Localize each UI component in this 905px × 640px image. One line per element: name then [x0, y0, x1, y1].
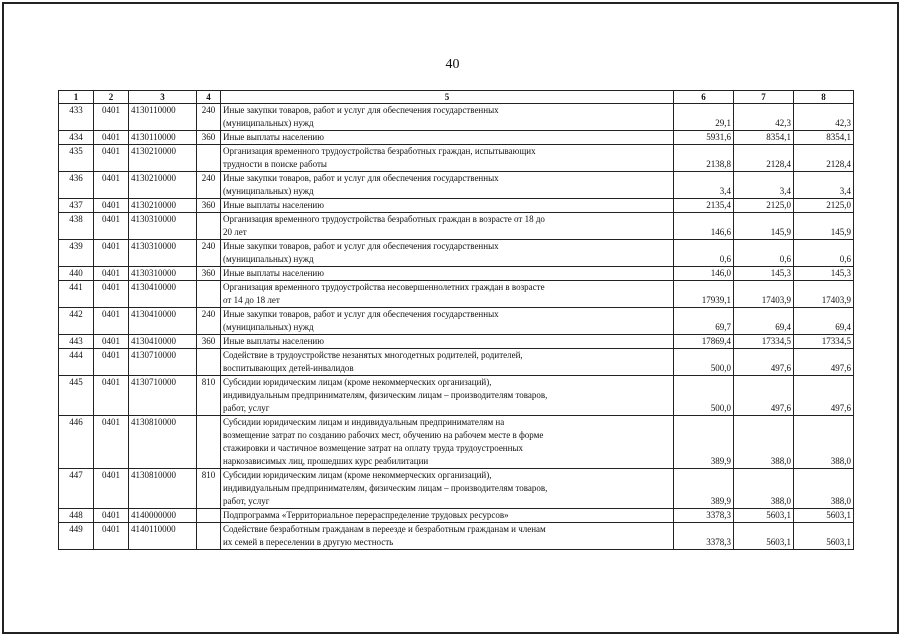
item-name-line: Иные закупки товаров, работ и услуг для обеспечения государственных	[223, 173, 499, 183]
table-row	[59, 281, 854, 308]
item-name	[221, 213, 674, 240]
item-name-line: Подпрограмма «Территориальное перераспределение трудовых ресурсов»	[223, 510, 509, 520]
target-article-code: 4130110000	[129, 104, 197, 131]
amount-col-6: 69,7	[674, 308, 734, 335]
table-row	[59, 199, 854, 213]
amount-col-8: 145,9	[794, 213, 854, 240]
target-article-code: 4130410000	[129, 335, 197, 349]
amount-col-6: 500,0	[674, 349, 734, 376]
item-name-line: Содействие безработным гражданам в переезде и безработным гражданам и членам	[223, 524, 546, 534]
row-number: 448	[59, 509, 94, 523]
expense-type-code	[197, 523, 221, 550]
item-name	[221, 349, 674, 376]
amount-col-6: 2138,8	[674, 145, 734, 172]
header-row	[59, 91, 854, 104]
item-name-line: Иные закупки товаров, работ и услуг для обеспечения государственных	[223, 105, 499, 115]
target-article-code: 4140110000	[129, 523, 197, 550]
item-name	[221, 416, 674, 469]
row-number: 441	[59, 281, 94, 308]
amount-col-6: 389,9	[674, 469, 734, 509]
item-name-line: Иные выплаты населению	[223, 200, 324, 210]
item-name-line: работ, услуг	[223, 496, 270, 506]
item-name-line: трудности в поиске работы	[223, 159, 327, 169]
item-name-line: Организация временного трудоустройства несовершеннолетних граждан в возрасте	[223, 282, 545, 292]
target-article-code: 4130310000	[129, 213, 197, 240]
section-code: 0401	[94, 376, 129, 416]
item-name-line: (муниципальных) нужд	[223, 186, 314, 196]
row-number: 436	[59, 172, 94, 199]
section-code: 0401	[94, 349, 129, 376]
amount-col-6: 500,0	[674, 376, 734, 416]
amount-col-7: 17403,9	[734, 281, 794, 308]
amount-col-6: 146,6	[674, 213, 734, 240]
header-col-1: 1	[59, 91, 94, 104]
table-row	[59, 131, 854, 145]
amount-col-8: 69,4	[794, 308, 854, 335]
item-name-line: от 14 до 18 лет	[223, 295, 280, 305]
row-number: 439	[59, 240, 94, 267]
table-row	[59, 509, 854, 523]
item-name-line: воспитывающих детей-инвалидов	[223, 363, 354, 373]
expense-type-code: 810	[197, 469, 221, 509]
row-number: 435	[59, 145, 94, 172]
item-name-line: индивидуальным предпринимателям, физическим лицам – производителям товаров,	[223, 390, 548, 400]
expense-type-code: 240	[197, 104, 221, 131]
amount-col-8: 145,3	[794, 267, 854, 281]
row-number: 434	[59, 131, 94, 145]
amount-col-7: 145,3	[734, 267, 794, 281]
expense-type-code: 240	[197, 240, 221, 267]
expense-type-code: 360	[197, 199, 221, 213]
header-col-8: 8	[794, 91, 854, 104]
item-name	[221, 172, 674, 199]
table-row	[59, 267, 854, 281]
row-number: 437	[59, 199, 94, 213]
item-name	[221, 509, 674, 523]
item-name-line: Иные выплаты населению	[223, 132, 324, 142]
section-code: 0401	[94, 469, 129, 509]
amount-col-7: 5603,1	[734, 523, 794, 550]
header-col-5: 5	[221, 91, 674, 104]
target-article-code: 4130710000	[129, 349, 197, 376]
amount-col-7: 17334,5	[734, 335, 794, 349]
amount-col-7: 5603,1	[734, 509, 794, 523]
row-number: 446	[59, 416, 94, 469]
item-name-line: Иные выплаты населению	[223, 268, 324, 278]
budget-table	[58, 90, 854, 550]
table-row	[59, 240, 854, 267]
table-row	[59, 104, 854, 131]
target-article-code: 4130210000	[129, 199, 197, 213]
item-name-line: 20 лет	[223, 227, 247, 237]
table-row	[59, 376, 854, 416]
section-code: 0401	[94, 281, 129, 308]
row-number: 445	[59, 376, 94, 416]
expense-type-code	[197, 213, 221, 240]
expense-type-code: 810	[197, 376, 221, 416]
row-number: 447	[59, 469, 94, 509]
expense-type-code: 360	[197, 335, 221, 349]
item-name	[221, 267, 674, 281]
row-number: 443	[59, 335, 94, 349]
header-col-7: 7	[734, 91, 794, 104]
item-name-line: наркозависимых лиц, прошедших курс реабилитации	[223, 456, 429, 466]
table-row	[59, 335, 854, 349]
section-code: 0401	[94, 104, 129, 131]
target-article-code: 4130310000	[129, 267, 197, 281]
item-name-line: Субсидии юридическим лицам (кроме некоммерческих организаций),	[223, 377, 492, 387]
expense-type-code	[197, 281, 221, 308]
section-code: 0401	[94, 416, 129, 469]
item-name-line: Организация временного трудоустройства безработных граждан в возрасте от 18 до	[223, 214, 545, 224]
section-code: 0401	[94, 145, 129, 172]
item-name	[221, 469, 674, 509]
item-name	[221, 104, 674, 131]
amount-col-8: 3,4	[794, 172, 854, 199]
amount-col-7: 388,0	[734, 416, 794, 469]
item-name	[221, 145, 674, 172]
table-row	[59, 213, 854, 240]
item-name-line: Организация временного трудоустройства безработных граждан, испытывающих	[223, 146, 536, 156]
amount-col-8: 497,6	[794, 376, 854, 416]
expense-type-code	[197, 145, 221, 172]
amount-col-8: 388,0	[794, 469, 854, 509]
amount-col-8: 0,6	[794, 240, 854, 267]
item-name-line: индивидуальным предпринимателям, физическим лицам – производителям товаров,	[223, 483, 548, 493]
target-article-code: 4130410000	[129, 281, 197, 308]
amount-col-7: 388,0	[734, 469, 794, 509]
item-name-line: (муниципальных) нужд	[223, 118, 314, 128]
row-number: 438	[59, 213, 94, 240]
amount-col-6: 146,0	[674, 267, 734, 281]
item-name	[221, 281, 674, 308]
amount-col-7: 2125,0	[734, 199, 794, 213]
item-name	[221, 199, 674, 213]
item-name-line: Субсидии юридическим лицам (кроме некоммерческих организаций),	[223, 470, 492, 480]
target-article-code: 4130110000	[129, 131, 197, 145]
item-name-line: Иные выплаты населению	[223, 336, 324, 346]
section-code: 0401	[94, 523, 129, 550]
item-name-line: Субсидии юридическим лицам и индивидуальным предпринимателям на	[223, 417, 505, 427]
section-code: 0401	[94, 199, 129, 213]
target-article-code: 4130210000	[129, 145, 197, 172]
amount-col-6: 17869,4	[674, 335, 734, 349]
amount-col-6: 5931,6	[674, 131, 734, 145]
amount-col-8: 5603,1	[794, 523, 854, 550]
row-number: 444	[59, 349, 94, 376]
amount-col-8: 42,3	[794, 104, 854, 131]
amount-col-8: 17403,9	[794, 281, 854, 308]
amount-col-6: 29,1	[674, 104, 734, 131]
item-name-line: (муниципальных) нужд	[223, 254, 314, 264]
amount-col-7: 497,6	[734, 376, 794, 416]
target-article-code: 4140000000	[129, 509, 197, 523]
amount-col-7: 69,4	[734, 308, 794, 335]
amount-col-6: 3,4	[674, 172, 734, 199]
amount-col-7: 3,4	[734, 172, 794, 199]
item-name-line: Иные закупки товаров, работ и услуг для обеспечения государственных	[223, 309, 499, 319]
item-name-line: их семей в переселении в другую местность	[223, 537, 394, 547]
amount-col-6: 2135,4	[674, 199, 734, 213]
amount-col-8: 2125,0	[794, 199, 854, 213]
expense-type-code	[197, 509, 221, 523]
item-name-line: работ, услуг	[223, 403, 270, 413]
amount-col-8: 388,0	[794, 416, 854, 469]
section-code: 0401	[94, 267, 129, 281]
amount-col-8: 17334,5	[794, 335, 854, 349]
amount-col-6: 17939,1	[674, 281, 734, 308]
amount-col-8: 497,6	[794, 349, 854, 376]
amount-col-6: 0,6	[674, 240, 734, 267]
amount-col-6: 3378,3	[674, 523, 734, 550]
item-name	[221, 308, 674, 335]
target-article-code: 4130410000	[129, 308, 197, 335]
amount-col-6: 389,9	[674, 416, 734, 469]
item-name-line: (муниципальных) нужд	[223, 322, 314, 332]
item-name	[221, 523, 674, 550]
expense-type-code: 240	[197, 308, 221, 335]
table-body	[59, 104, 854, 550]
section-code: 0401	[94, 308, 129, 335]
table-row	[59, 469, 854, 509]
amount-col-7: 497,6	[734, 349, 794, 376]
item-name	[221, 335, 674, 349]
target-article-code: 4130210000	[129, 172, 197, 199]
expense-type-code	[197, 416, 221, 469]
header-col-2: 2	[94, 91, 129, 104]
table-row	[59, 523, 854, 550]
expense-type-code: 360	[197, 131, 221, 145]
target-article-code: 4130810000	[129, 416, 197, 469]
expense-type-code	[197, 349, 221, 376]
row-number: 440	[59, 267, 94, 281]
item-name-line: стажировки и частичное возмещение затрат на оплату труда трудоустроенных	[223, 443, 523, 453]
section-code: 0401	[94, 240, 129, 267]
row-number: 442	[59, 308, 94, 335]
amount-col-7: 42,3	[734, 104, 794, 131]
row-number: 449	[59, 523, 94, 550]
section-code: 0401	[94, 509, 129, 523]
target-article-code: 4130810000	[129, 469, 197, 509]
item-name-line: Содействие в трудоустройстве незанятых многодетных родителей, родителей,	[223, 350, 523, 360]
amount-col-8: 8354,1	[794, 131, 854, 145]
expense-type-code: 240	[197, 172, 221, 199]
section-code: 0401	[94, 131, 129, 145]
amount-col-7: 145,9	[734, 213, 794, 240]
target-article-code: 4130310000	[129, 240, 197, 267]
item-name	[221, 131, 674, 145]
item-name	[221, 376, 674, 416]
table-row	[59, 172, 854, 199]
section-code: 0401	[94, 335, 129, 349]
header-col-4: 4	[197, 91, 221, 104]
amount-col-8: 5603,1	[794, 509, 854, 523]
expense-type-code: 360	[197, 267, 221, 281]
amount-col-8: 2128,4	[794, 145, 854, 172]
amount-col-7: 8354,1	[734, 131, 794, 145]
item-name-line: возмещение затрат по созданию рабочих мест, обучению на рабочем месте в форме	[223, 430, 544, 440]
header-col-6: 6	[674, 91, 734, 104]
target-article-code: 4130710000	[129, 376, 197, 416]
amount-col-6: 3378,3	[674, 509, 734, 523]
table-row	[59, 308, 854, 335]
item-name	[221, 240, 674, 267]
header-col-3: 3	[129, 91, 197, 104]
page-number: 40	[445, 57, 460, 72]
section-code: 0401	[94, 172, 129, 199]
item-name-line: Иные закупки товаров, работ и услуг для обеспечения государственных	[223, 241, 499, 251]
row-number: 433	[59, 104, 94, 131]
table-row	[59, 416, 854, 469]
table-row	[59, 145, 854, 172]
table-row	[59, 349, 854, 376]
section-code: 0401	[94, 213, 129, 240]
amount-col-7: 0,6	[734, 240, 794, 267]
amount-col-7: 2128,4	[734, 145, 794, 172]
